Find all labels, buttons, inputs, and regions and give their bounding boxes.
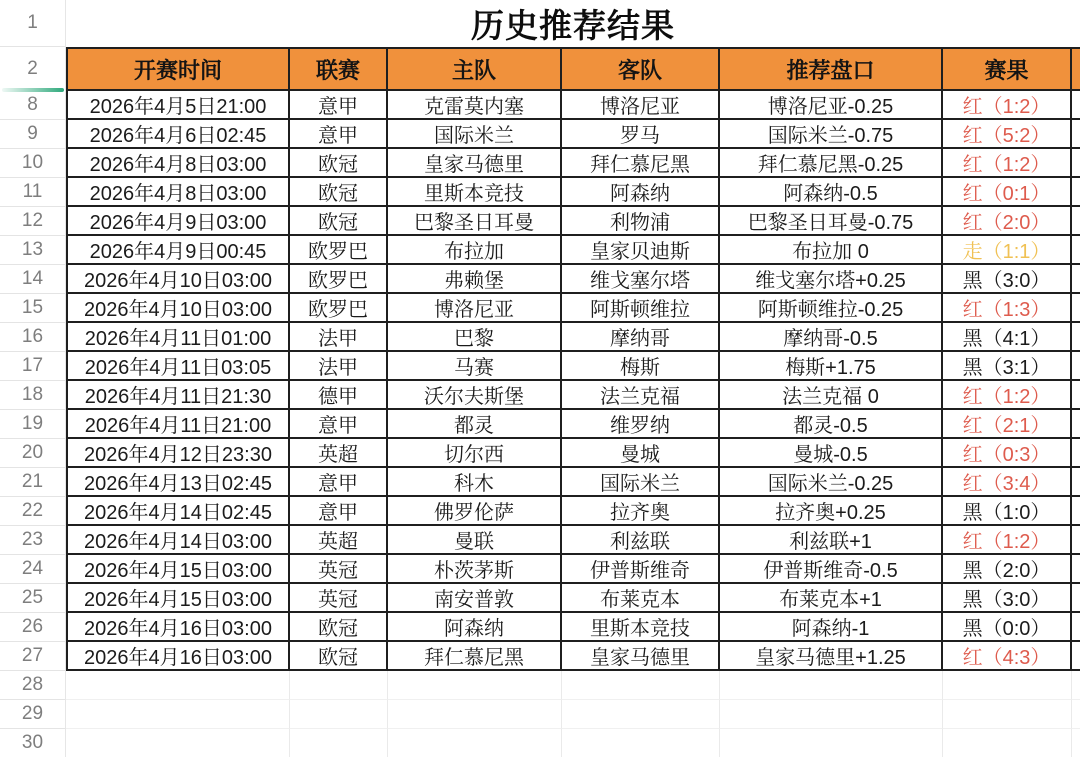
empty-cell[interactable]: [943, 700, 1072, 729]
cell-result[interactable]: 红（2:1）: [943, 410, 1072, 439]
cell-home-team[interactable]: 佛罗伦萨: [388, 497, 562, 526]
overflow-column-cell: [1072, 120, 1080, 149]
row-number[interactable]: 28: [0, 671, 65, 700]
title-row: [66, 0, 1080, 47]
empty-cell[interactable]: [943, 729, 1072, 757]
empty-cell[interactable]: [720, 671, 943, 700]
empty-cell[interactable]: [66, 700, 290, 729]
table-row: [66, 468, 1080, 497]
cell-away-team[interactable]: 皇家马德里: [562, 642, 720, 671]
overflow-column-cell: [1072, 207, 1080, 236]
cell-start-time[interactable]: 2026年4月14日03:00: [66, 526, 290, 555]
cell-away-team[interactable]: 里斯本竞技: [562, 613, 720, 642]
sheet-title[interactable]: 历史推荐结果: [471, 7, 675, 44]
cell-handicap[interactable]: 都灵-0.5: [720, 410, 943, 439]
cell-league[interactable]: 欧冠: [290, 207, 388, 236]
cell-away-team[interactable]: 利兹联: [562, 526, 720, 555]
cell-league[interactable]: 英超: [290, 439, 388, 468]
cell-league[interactable]: 欧冠: [290, 178, 388, 207]
cell-league[interactable]: 意甲: [290, 497, 388, 526]
cell-league[interactable]: 意甲: [290, 468, 388, 497]
cell-league[interactable]: 英冠: [290, 555, 388, 584]
header-cell-home-team[interactable]: 主队: [388, 47, 562, 91]
cell-handicap[interactable]: 维戈塞尔塔+0.25: [720, 265, 943, 294]
cell-home-team[interactable]: 曼联: [388, 526, 562, 555]
cell-home-team[interactable]: 巴黎: [388, 323, 562, 352]
empty-cell[interactable]: [562, 671, 720, 700]
cell-result[interactable]: 红（2:0）: [943, 207, 1072, 236]
cell-league[interactable]: 意甲: [290, 120, 388, 149]
row-number[interactable]: 11: [0, 178, 65, 207]
cell-away-team[interactable]: 利物浦: [562, 207, 720, 236]
row-number[interactable]: 8: [0, 91, 65, 120]
overflow-column-cell: [1072, 149, 1080, 178]
row-number[interactable]: 29: [0, 700, 65, 729]
cell-away-team[interactable]: 布莱克本: [562, 584, 720, 613]
cell-result[interactable]: 红（1:2）: [943, 149, 1072, 178]
cell-home-team[interactable]: 沃尔夫斯堡: [388, 381, 562, 410]
table-row: [66, 323, 1080, 352]
table-row: [66, 584, 1080, 613]
cell-start-time[interactable]: 2026年4月14日02:45: [66, 497, 290, 526]
row-number[interactable]: 18: [0, 381, 65, 410]
cell-result[interactable]: 黑（3:0）: [943, 584, 1072, 613]
cell-result[interactable]: 黑（2:0）: [943, 555, 1072, 584]
overflow-column-cell: [1072, 352, 1080, 381]
empty-cells-grid: [66, 671, 1080, 757]
cell-away-team[interactable]: 皇家贝迪斯: [562, 236, 720, 265]
cell-home-team[interactable]: 巴黎圣日耳曼: [388, 207, 562, 236]
empty-cell[interactable]: [720, 700, 943, 729]
cell-result[interactable]: 黑（4:1）: [943, 323, 1072, 352]
cell-home-team[interactable]: 南安普敦: [388, 584, 562, 613]
overflow-column-cell: [1072, 381, 1080, 410]
cell-home-team[interactable]: 马赛: [388, 352, 562, 381]
header-cell-away-team[interactable]: 客队: [562, 47, 720, 91]
cell-start-time[interactable]: 2026年4月15日03:00: [66, 555, 290, 584]
cell-home-team[interactable]: 博洛尼亚: [388, 294, 562, 323]
cell-handicap[interactable]: 国际米兰-0.25: [720, 468, 943, 497]
row-number[interactable]: 1: [0, 0, 65, 47]
empty-cell[interactable]: [943, 671, 1072, 700]
row-number[interactable]: 9: [0, 120, 65, 149]
cell-handicap[interactable]: 阿斯顿维拉-0.25: [720, 294, 943, 323]
empty-cell[interactable]: [562, 729, 720, 757]
cell-start-time[interactable]: 2026年4月16日03:00: [66, 642, 290, 671]
overflow-column-cell: [1072, 584, 1080, 613]
empty-row: [66, 729, 1080, 757]
empty-row: [66, 671, 1080, 700]
cell-start-time[interactable]: 2026年4月9日00:45: [66, 236, 290, 265]
cell-home-team[interactable]: 科木: [388, 468, 562, 497]
cell-away-team[interactable]: 法兰克福: [562, 381, 720, 410]
cell-handicap[interactable]: 摩纳哥-0.5: [720, 323, 943, 352]
cell-start-time[interactable]: 2026年4月8日03:00: [66, 178, 290, 207]
cell-home-team[interactable]: 皇家马德里: [388, 149, 562, 178]
cell-result[interactable]: 红（1:2）: [943, 91, 1072, 120]
cell-away-team[interactable]: 维罗纳: [562, 410, 720, 439]
row-number[interactable]: 15: [0, 294, 65, 323]
header-cell-start-time[interactable]: 开赛时间: [66, 47, 290, 91]
cell-away-team[interactable]: 拜仁慕尼黑: [562, 149, 720, 178]
empty-cell[interactable]: [720, 729, 943, 757]
table-row: [66, 613, 1080, 642]
empty-cell[interactable]: [1072, 700, 1080, 729]
sheet-content: [66, 0, 1080, 757]
overflow-column-cell: [1072, 91, 1080, 120]
empty-row: [66, 700, 1080, 729]
cell-league[interactable]: 法甲: [290, 352, 388, 381]
cell-league[interactable]: 欧罗巴: [290, 236, 388, 265]
row-number[interactable]: 25: [0, 584, 65, 613]
cell-handicap[interactable]: 巴黎圣日耳曼-0.75: [720, 207, 943, 236]
cell-league[interactable]: 法甲: [290, 323, 388, 352]
cell-result[interactable]: 红（1:2）: [943, 526, 1072, 555]
frozen-pane-indicator: [2, 88, 64, 92]
overflow-column-cell: [1072, 178, 1080, 207]
row-number[interactable]: 10: [0, 149, 65, 178]
row-number-column: [0, 0, 66, 757]
cell-result[interactable]: 走（1:1）: [943, 236, 1072, 265]
overflow-column-cell: [1072, 642, 1080, 671]
cell-result[interactable]: 红（0:1）: [943, 178, 1072, 207]
empty-cell[interactable]: [562, 700, 720, 729]
cell-result[interactable]: 黑（0:0）: [943, 613, 1072, 642]
cell-home-team[interactable]: 里斯本竞技: [388, 178, 562, 207]
cell-handicap[interactable]: 梅斯+1.75: [720, 352, 943, 381]
row-number[interactable]: 19: [0, 410, 65, 439]
empty-cell[interactable]: [66, 729, 290, 757]
row-number[interactable]: 24: [0, 555, 65, 584]
cell-start-time[interactable]: 2026年4月13日02:45: [66, 468, 290, 497]
cell-handicap[interactable]: 布拉加 0: [720, 236, 943, 265]
cell-handicap[interactable]: 布莱克本+1: [720, 584, 943, 613]
overflow-column-cell: [1072, 410, 1080, 439]
cell-start-time[interactable]: 2026年4月6日02:45: [66, 120, 290, 149]
cell-away-team[interactable]: 伊普斯维奇: [562, 555, 720, 584]
cell-league[interactable]: 意甲: [290, 410, 388, 439]
cell-start-time[interactable]: 2026年4月15日03:00: [66, 584, 290, 613]
cell-start-time[interactable]: 2026年4月11日21:30: [66, 381, 290, 410]
cell-handicap[interactable]: 博洛尼亚-0.25: [720, 91, 943, 120]
cell-league[interactable]: 欧冠: [290, 149, 388, 178]
table-row: [66, 294, 1080, 323]
empty-cell[interactable]: [388, 700, 562, 729]
overflow-column-cell: [1072, 236, 1080, 265]
table-row: [66, 381, 1080, 410]
cell-handicap[interactable]: 法兰克福 0: [720, 381, 943, 410]
cell-away-team[interactable]: 拉齐奥: [562, 497, 720, 526]
overflow-column-cell: [1072, 323, 1080, 352]
cell-handicap[interactable]: 皇家马德里+1.25: [720, 642, 943, 671]
table-row: [66, 120, 1080, 149]
cell-league[interactable]: 欧冠: [290, 613, 388, 642]
cell-away-team[interactable]: 罗马: [562, 120, 720, 149]
table-row: [66, 439, 1080, 468]
cell-start-time[interactable]: 2026年4月16日03:00: [66, 613, 290, 642]
row-number[interactable]: 2: [27, 58, 38, 79]
cell-start-time[interactable]: 2026年4月10日03:00: [66, 294, 290, 323]
cell-result[interactable]: 红（3:4）: [943, 468, 1072, 497]
header-cell-result[interactable]: 赛果: [943, 47, 1072, 91]
cell-away-team[interactable]: 阿森纳: [562, 178, 720, 207]
empty-cell[interactable]: [388, 671, 562, 700]
row-number[interactable]: 20: [0, 439, 65, 468]
cell-result[interactable]: 红（1:2）: [943, 381, 1072, 410]
cell-away-team[interactable]: 摩纳哥: [562, 323, 720, 352]
row-number[interactable]: 22: [0, 497, 65, 526]
empty-cell[interactable]: [290, 700, 388, 729]
row-number[interactable]: 17: [0, 352, 65, 381]
cell-home-team[interactable]: 切尔西: [388, 439, 562, 468]
overflow-column-cell: [1072, 526, 1080, 555]
cell-home-team[interactable]: 克雷莫内塞: [388, 91, 562, 120]
table-row: [66, 265, 1080, 294]
row-number[interactable]: 27: [0, 642, 65, 671]
cell-league[interactable]: 欧冠: [290, 642, 388, 671]
cell-league[interactable]: 德甲: [290, 381, 388, 410]
cell-league[interactable]: 意甲: [290, 91, 388, 120]
cell-start-time[interactable]: 2026年4月11日21:00: [66, 410, 290, 439]
overflow-column-cell: [1072, 439, 1080, 468]
empty-cell[interactable]: [388, 729, 562, 757]
table-row: [66, 410, 1080, 439]
empty-cell[interactable]: [290, 671, 388, 700]
row-number[interactable]: 30: [0, 729, 65, 757]
row-number[interactable]: 23: [0, 526, 65, 555]
overflow-column-cell: [1072, 555, 1080, 584]
cell-handicap[interactable]: 拉齐奥+0.25: [720, 497, 943, 526]
cell-start-time[interactable]: 2026年4月11日03:05: [66, 352, 290, 381]
cell-away-team[interactable]: 阿斯顿维拉: [562, 294, 720, 323]
overflow-column-cell: [1072, 47, 1080, 91]
row-number[interactable]: 13: [0, 236, 65, 265]
table-row: [66, 236, 1080, 265]
cell-start-time[interactable]: 2026年4月8日03:00: [66, 149, 290, 178]
cell-result[interactable]: 红（0:3）: [943, 439, 1072, 468]
table-row: [66, 497, 1080, 526]
overflow-column-cell: [1072, 265, 1080, 294]
cell-start-time[interactable]: 2026年4月11日01:00: [66, 323, 290, 352]
cell-home-team[interactable]: 阿森纳: [388, 613, 562, 642]
cell-handicap[interactable]: 曼城-0.5: [720, 439, 943, 468]
table-row: [66, 207, 1080, 236]
header-cell-handicap[interactable]: 推荐盘口: [720, 47, 943, 91]
empty-cell[interactable]: [1072, 671, 1080, 700]
cell-home-team[interactable]: 弗赖堡: [388, 265, 562, 294]
cell-handicap[interactable]: 国际米兰-0.75: [720, 120, 943, 149]
cell-league[interactable]: 欧罗巴: [290, 265, 388, 294]
table-row: [66, 178, 1080, 207]
cell-handicap[interactable]: 伊普斯维奇-0.5: [720, 555, 943, 584]
overflow-column-cell: [1072, 468, 1080, 497]
cell-home-team[interactable]: 都灵: [388, 410, 562, 439]
empty-cell[interactable]: [1072, 729, 1080, 757]
overflow-column-cell: [1072, 613, 1080, 642]
cell-league[interactable]: 英超: [290, 526, 388, 555]
cell-result[interactable]: 红（1:3）: [943, 294, 1072, 323]
cell-result[interactable]: 黑（3:0）: [943, 265, 1072, 294]
cell-away-team[interactable]: 国际米兰: [562, 468, 720, 497]
cell-start-time[interactable]: 2026年4月9日03:00: [66, 207, 290, 236]
cell-result[interactable]: 黑（1:0）: [943, 497, 1072, 526]
cell-league[interactable]: 欧罗巴: [290, 294, 388, 323]
cell-handicap[interactable]: 拜仁慕尼黑-0.25: [720, 149, 943, 178]
cell-home-team[interactable]: 布拉加: [388, 236, 562, 265]
cell-start-time[interactable]: 2026年4月5日21:00: [66, 91, 290, 120]
overflow-column-cell: [1072, 497, 1080, 526]
table-row: [66, 91, 1080, 120]
table-row: [66, 555, 1080, 584]
cell-handicap[interactable]: 阿森纳-0.5: [720, 178, 943, 207]
table-row: [66, 352, 1080, 381]
row-number[interactable]: 14: [0, 265, 65, 294]
empty-cell[interactable]: [290, 729, 388, 757]
cell-home-team[interactable]: 国际米兰: [388, 120, 562, 149]
table-header-row: [66, 47, 1080, 91]
cell-result[interactable]: 红（5:2）: [943, 120, 1072, 149]
table-row: [66, 149, 1080, 178]
overflow-column-cell: [1072, 294, 1080, 323]
cell-home-team[interactable]: 拜仁慕尼黑: [388, 642, 562, 671]
header-cell-league[interactable]: 联赛: [290, 47, 388, 91]
cell-away-team[interactable]: 博洛尼亚: [562, 91, 720, 120]
cell-start-time[interactable]: 2026年4月12日23:30: [66, 439, 290, 468]
results-table: [66, 47, 1080, 671]
row-number[interactable]: 26: [0, 613, 65, 642]
cell-away-team[interactable]: 维戈塞尔塔: [562, 265, 720, 294]
row-number[interactable]: 12: [0, 207, 65, 236]
cell-result[interactable]: 黑（3:1）: [943, 352, 1072, 381]
row-number[interactable]: 16: [0, 323, 65, 352]
cell-handicap[interactable]: 利兹联+1: [720, 526, 943, 555]
table-row: [66, 642, 1080, 671]
cell-away-team[interactable]: 曼城: [562, 439, 720, 468]
cell-home-team[interactable]: 朴茨茅斯: [388, 555, 562, 584]
cell-league[interactable]: 英冠: [290, 584, 388, 613]
empty-cell[interactable]: [66, 671, 290, 700]
cell-start-time[interactable]: 2026年4月10日03:00: [66, 265, 290, 294]
row-number[interactable]: 21: [0, 468, 65, 497]
cell-result[interactable]: 红（4:3）: [943, 642, 1072, 671]
cell-away-team[interactable]: 梅斯: [562, 352, 720, 381]
cell-handicap[interactable]: 阿森纳-1: [720, 613, 943, 642]
table-body: [66, 91, 1080, 671]
table-row: [66, 526, 1080, 555]
